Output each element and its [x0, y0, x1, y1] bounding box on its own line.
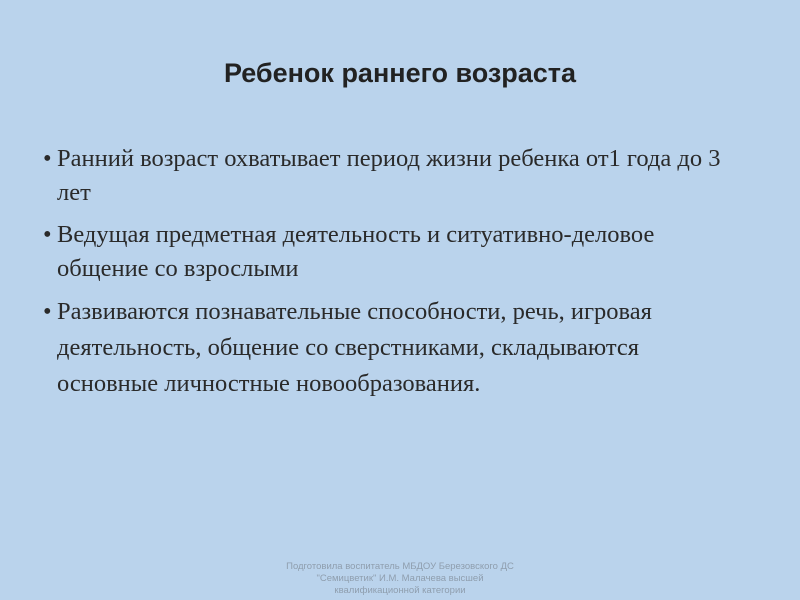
slide-title: Ребенок раннего возраста [223, 58, 577, 88]
bullet-item-3 [22, 294, 732, 402]
bullet-marker-icon: • [43, 221, 52, 248]
bullet-item-2 [22, 218, 732, 286]
footer-line-1: Подготовила воспитатель МБДОУ Березовского ДС [286, 561, 514, 572]
bullet-marker-icon: • [43, 145, 52, 172]
bullet-item-1 [22, 142, 732, 210]
footer-line-3: квалификационной категории [334, 585, 466, 596]
footer-credit [0, 561, 800, 597]
bullet-marker-icon: • [43, 298, 52, 325]
bullet-list [22, 142, 732, 410]
bullet-text-3: Развиваются познавательные способности, речь, игровая деятельность, общение со сверстниками, складываются основные личностные новообразования. [57, 298, 652, 397]
bullet-text-1: Ранний возраст охватывает период жизни ребенка от1 года до 3 лет [57, 145, 721, 206]
bullet-text-2: Ведущая предметная деятельность и ситуативно-деловое общение со взрослыми [57, 221, 655, 282]
footer-line-2: "Семицветик" И.М. Малачева высшей [316, 573, 484, 584]
